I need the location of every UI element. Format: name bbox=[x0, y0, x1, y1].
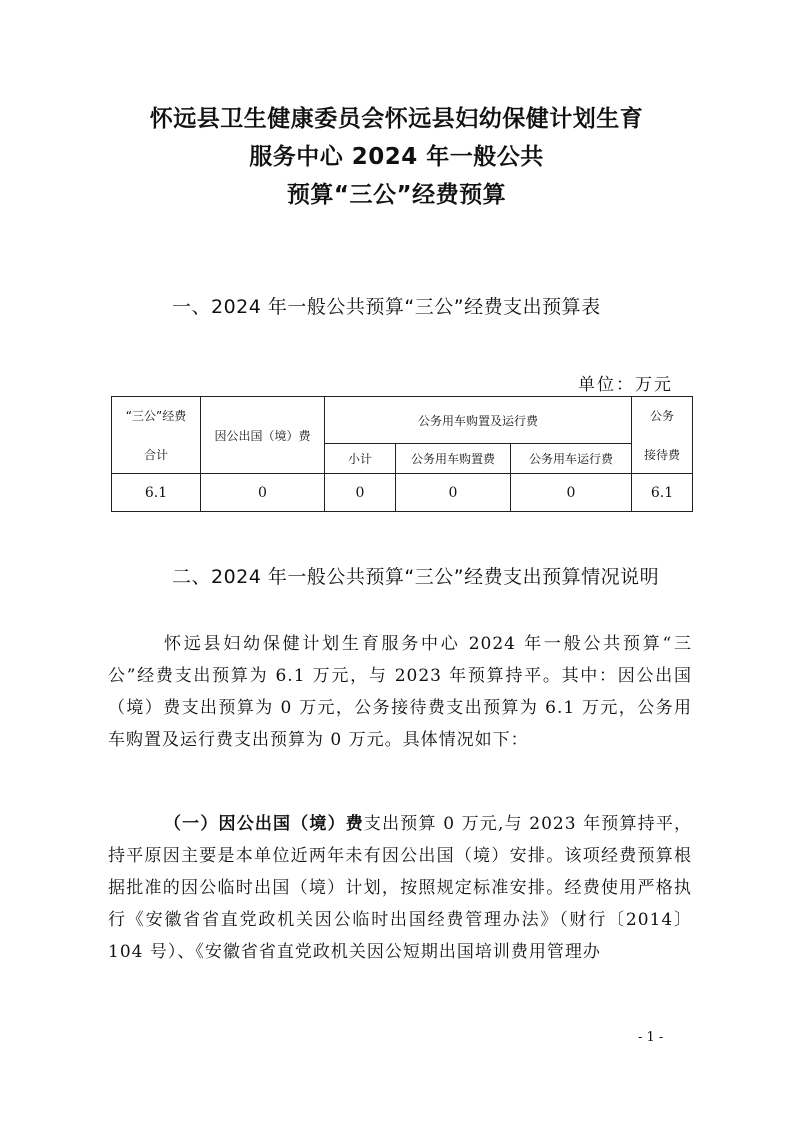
header-operation: 公务用车运行费 bbox=[511, 444, 632, 474]
header-purchase: 公务用车购置费 bbox=[396, 444, 511, 474]
cell-total: 6.1 bbox=[112, 474, 201, 512]
section-1-heading: 一、2024 年一般公共预算“三公”经费支出预算表 bbox=[172, 296, 601, 318]
cell-purchase: 0 bbox=[396, 474, 511, 512]
header-total bbox=[112, 397, 201, 474]
budget-table bbox=[111, 396, 693, 512]
cell-operation: 0 bbox=[511, 474, 632, 512]
cell-subtotal: 0 bbox=[325, 474, 396, 512]
table-header-row bbox=[112, 397, 693, 444]
section-2-heading: 二、2024 年一般公共预算“三公”经费支出预算情况说明 bbox=[172, 566, 660, 588]
cell-abroad: 0 bbox=[201, 474, 325, 512]
header-total-top: “三公”经费 bbox=[125, 409, 187, 423]
header-subtotal: 小计 bbox=[325, 444, 396, 474]
paragraph-abroad-body: 支出预算 0 万元,与 2023 年预算持平，持平原因主要是本单位近两年未有因公出国（境）安排。该项经费预算根据批准的因公临时出国（境）计划，按照规定标准安排。经费使用严格执行《安徽省省直党政机关因公临时出国经费管理办法》（财行〔2014〕104 号）、《安徽省省直党政机关因公短期出国培训费用管理办 bbox=[108, 814, 692, 962]
header-abroad: 因公出国（境）费 bbox=[201, 397, 325, 474]
page-number: - 1 - bbox=[638, 1030, 664, 1045]
title-line-2: 服务中心 2024 年一般公共 bbox=[249, 144, 544, 170]
header-reception-top: 公务 bbox=[650, 409, 675, 423]
header-reception-bottom: 接待费 bbox=[644, 448, 681, 462]
paragraph-abroad bbox=[108, 808, 692, 968]
paragraph-abroad-lead: （一）因公出国（境）费 bbox=[164, 814, 364, 834]
header-vehicle-group: 公务用车购置及运行费 bbox=[325, 397, 632, 444]
title-line-1: 怀远县卫生健康委员会怀远县妇幼保健计划生育 bbox=[149, 106, 644, 132]
document-title bbox=[0, 100, 793, 214]
title-line-3: 预算“三公”经费预算 bbox=[286, 182, 507, 208]
unit-label: 单位：万元 bbox=[578, 375, 673, 395]
header-reception bbox=[632, 397, 693, 474]
cell-reception: 6.1 bbox=[632, 474, 693, 512]
paragraph-summary: 怀远县妇幼保健计划生育服务中心 2024 年一般公共预算“三公”经费支出预算为 6.1 万元，与 2023 年预算持平。其中：因公出国（境）费支出预算为 0 万元，公务接待费支出预算为 6.1 万元，公务用车购置及运行费支出预算为 0 万元。具体情况如下： bbox=[108, 634, 692, 750]
header-total-bottom: 合计 bbox=[143, 448, 168, 462]
table-row bbox=[112, 474, 693, 512]
